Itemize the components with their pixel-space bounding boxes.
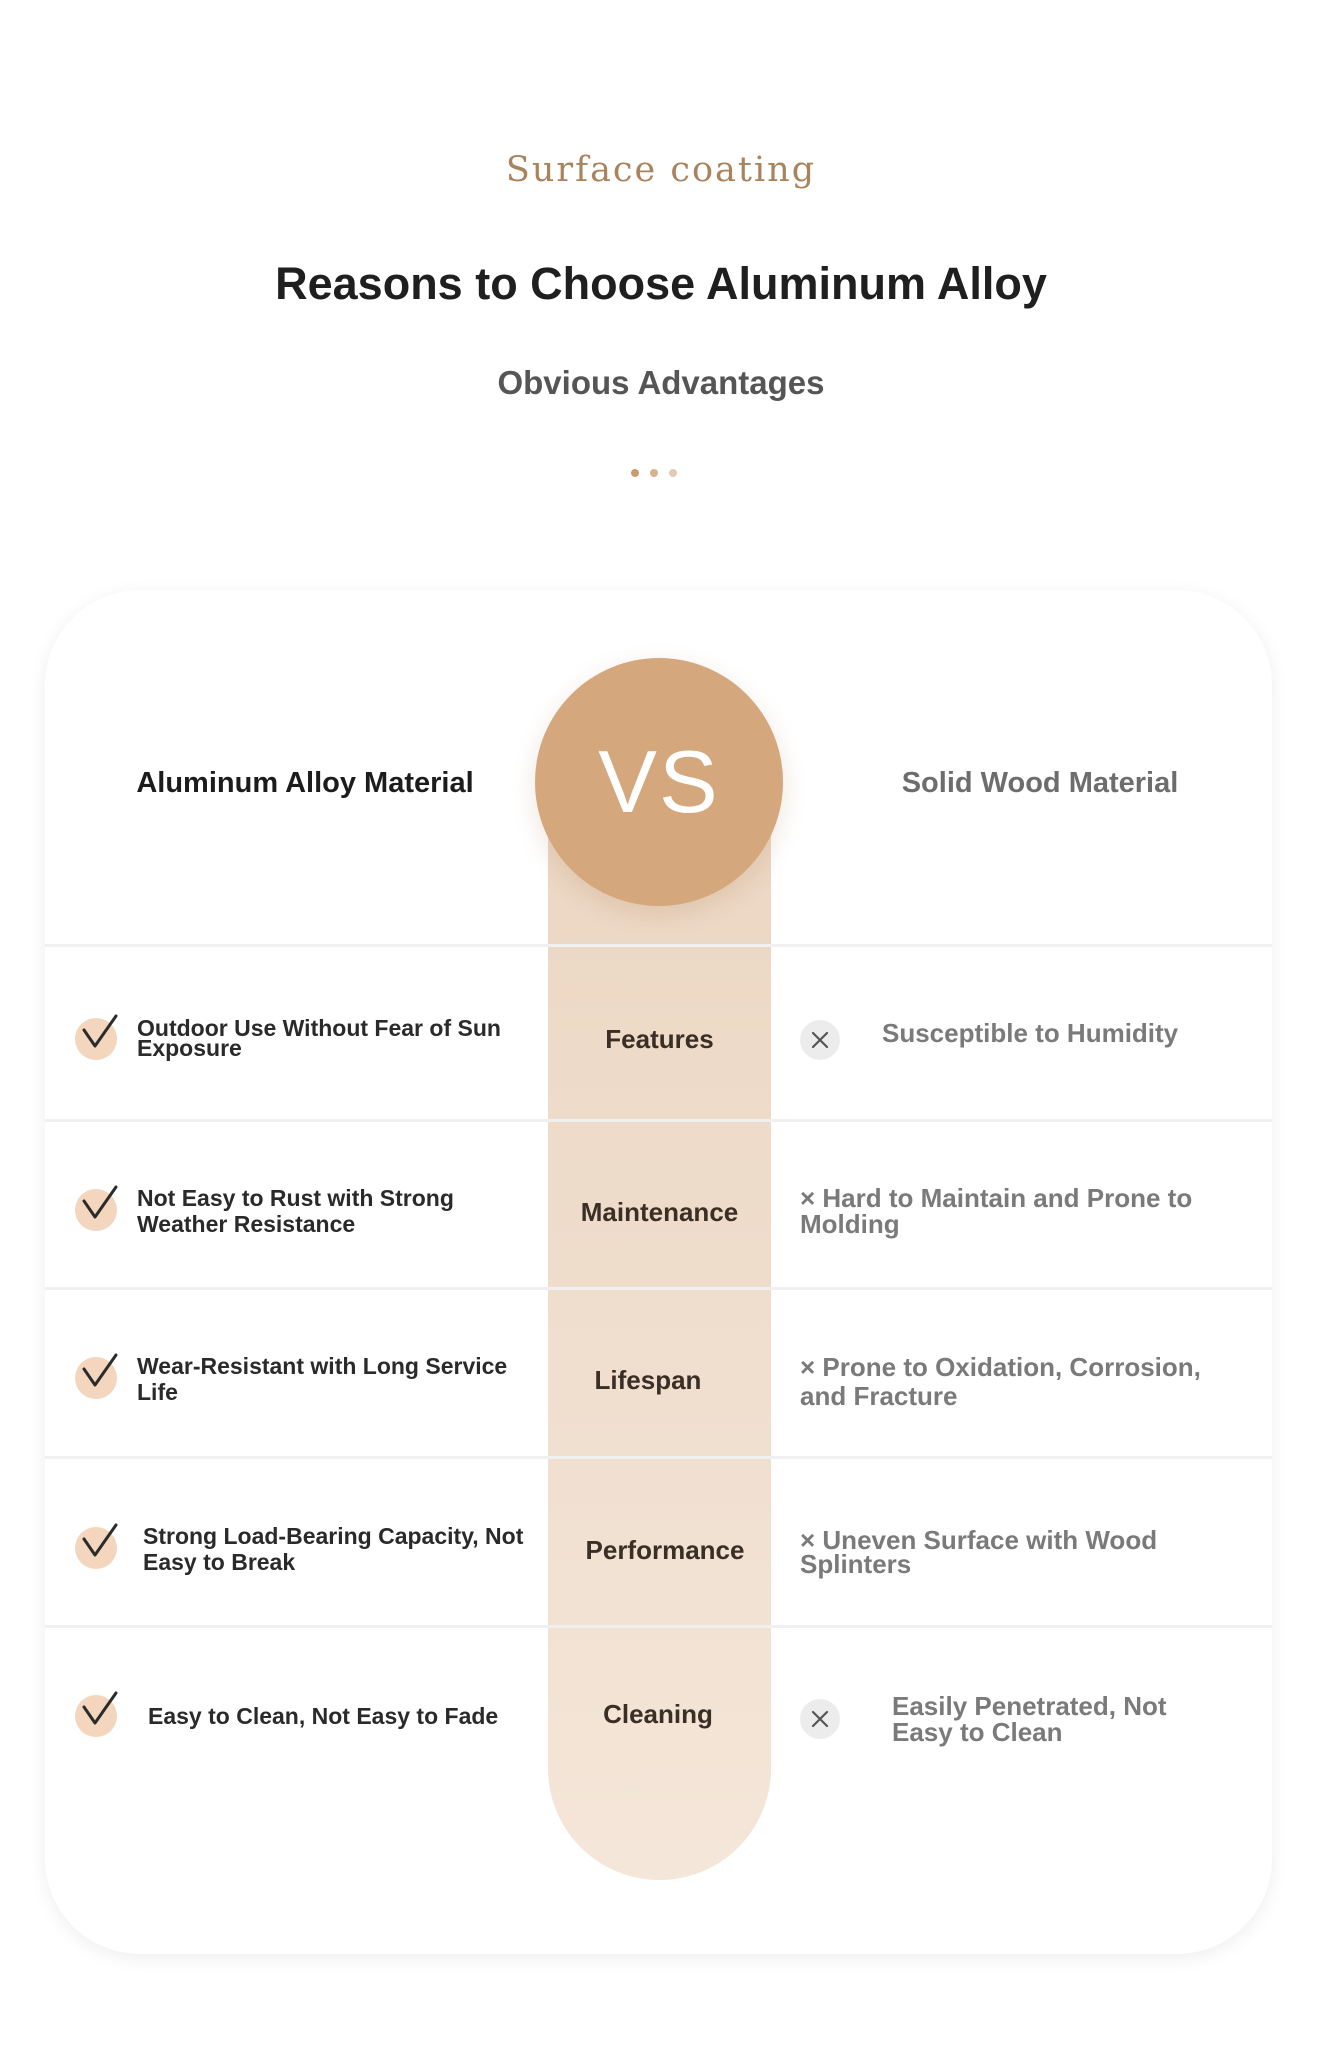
category-label: Maintenance	[580, 1197, 739, 1227]
dot-1	[631, 469, 639, 477]
category-label: Performance	[585, 1535, 745, 1565]
wood-disadvantage: × Hard to Maintain and Prone to Molding	[800, 1183, 1193, 1239]
check-icon	[75, 1189, 117, 1231]
wood-disadvantage: Easily Penetrated, Not Easy to Clean	[892, 1691, 1167, 1747]
row-divider	[45, 1287, 1272, 1290]
check-icon	[75, 1018, 117, 1060]
close-circle-icon	[800, 1020, 840, 1060]
page-title: Reasons to Choose Aluminum Alloy	[275, 258, 1047, 309]
close-circle-icon	[800, 1699, 840, 1739]
section-kicker: Surface coating	[505, 150, 817, 190]
wood-column-header: Solid Wood Material	[901, 767, 1179, 799]
page-subtitle: Obvious Advantages	[497, 364, 825, 401]
vs-badge: VS	[535, 658, 783, 906]
aluminum-advantage: Outdoor Use Without Fear of Sun Exposure	[137, 1015, 501, 1061]
check-icon	[75, 1357, 117, 1399]
aluminum-column-header: Aluminum Alloy Material	[136, 767, 474, 799]
decorative-dots	[631, 469, 677, 477]
check-icon	[75, 1695, 117, 1737]
row-divider	[45, 1456, 1272, 1459]
category-label: Features	[605, 1024, 714, 1054]
wood-disadvantage: × Prone to Oxidation, Corrosion, and Fracture	[800, 1352, 1201, 1411]
wood-disadvantage: × Uneven Surface with Wood Splinters	[800, 1525, 1158, 1579]
check-icon	[75, 1527, 117, 1569]
aluminum-advantage: Easy to Clean, Not Easy to Fade	[148, 1703, 499, 1729]
dot-2	[650, 469, 658, 477]
aluminum-advantage: Not Easy to Rust with Strong Weather Resistance	[137, 1185, 454, 1237]
row-divider	[45, 1625, 1272, 1628]
aluminum-advantage: Wear-Resistant with Long Service Life	[137, 1353, 508, 1405]
row-divider	[45, 1119, 1272, 1122]
category-label: Lifespan	[594, 1365, 702, 1395]
aluminum-advantage: Strong Load-Bearing Capacity, Not Easy to Break	[143, 1523, 524, 1575]
wood-disadvantage: Susceptible to Humidity	[882, 1018, 1179, 1048]
category-label: Cleaning	[603, 1699, 713, 1729]
dot-3	[669, 469, 677, 477]
row-divider	[45, 944, 1272, 947]
